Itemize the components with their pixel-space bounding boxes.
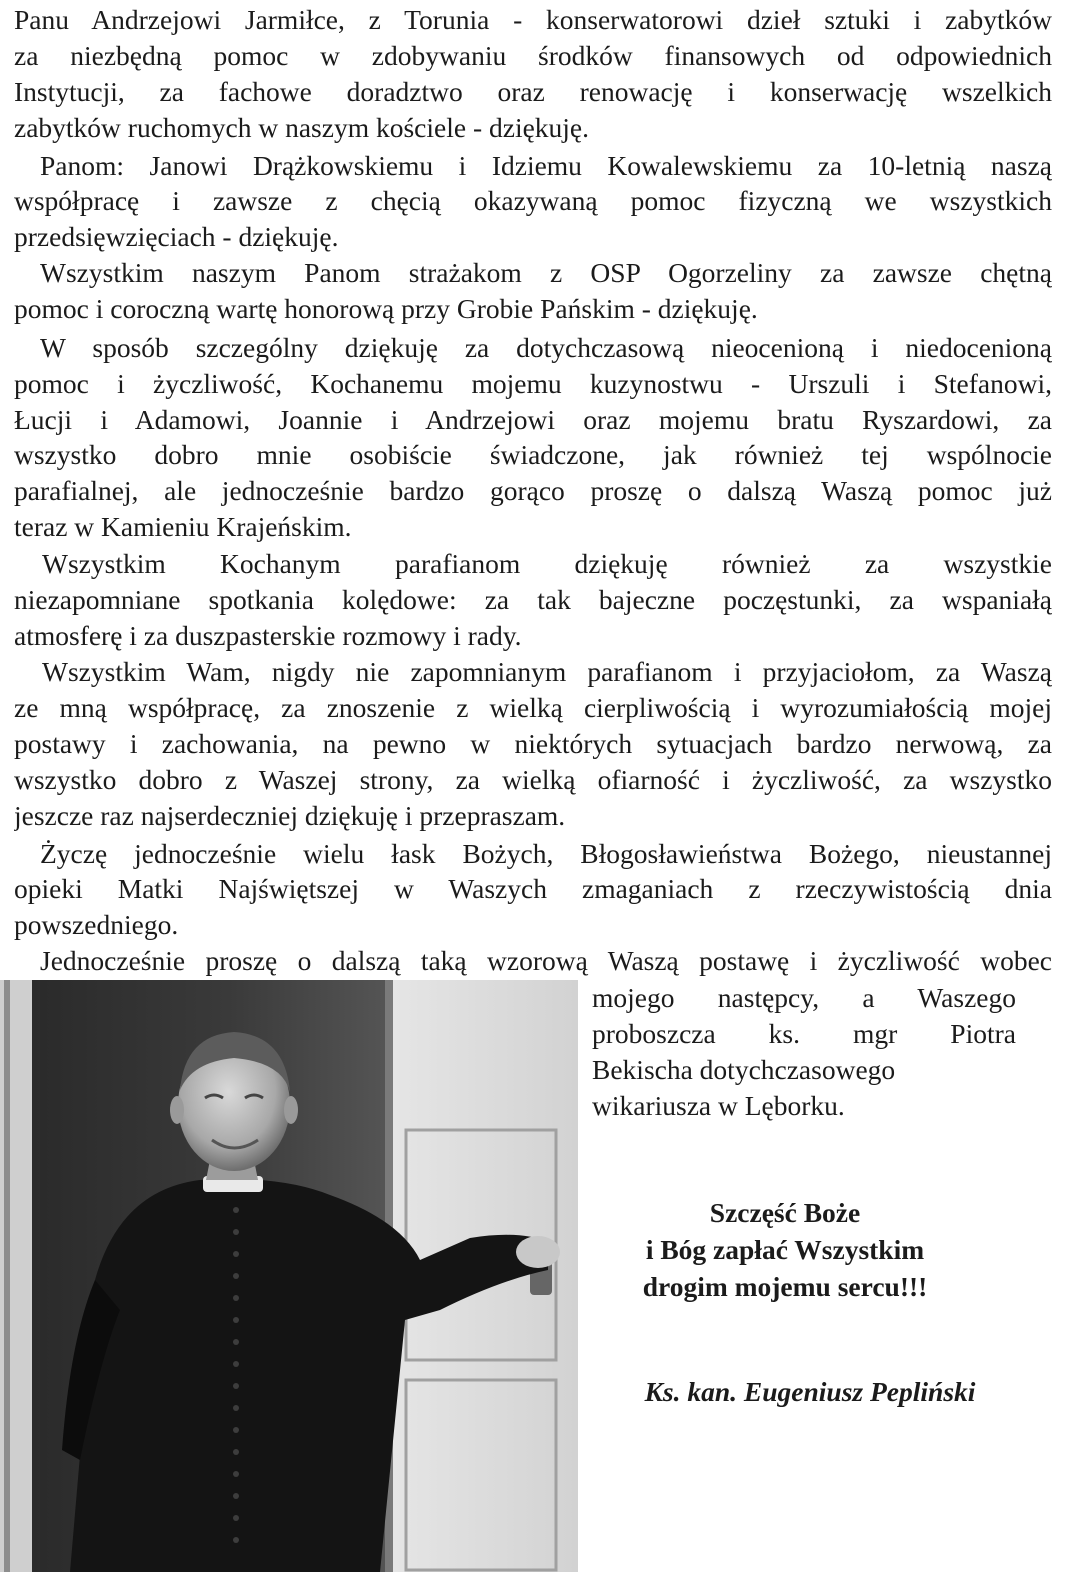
letter-line: ze mną współpracę, za znoszenie z wielką cierpliwością i wyrozumiałością mojej [14,692,1052,723]
letter-line: postawy i zachowania, na pewno w niektórych sytuacjach bardzo nerwową, za [14,728,1052,759]
letter-line: powszedniego. [14,909,179,940]
letter-line: niezapomniane spotkania kolędowe: za tak bajeczne poczęstunki, za wspaniałą [14,584,1052,615]
letter-line: Jednocześnie proszę o dalszą taką wzorową Waszą postawę i życzliwość wobec [40,945,1052,976]
letter-line: atmosferę i za duszpasterskie rozmowy i rady. [14,620,522,651]
closing-line: i Bóg zapłać Wszystkim [645,1234,925,1265]
closing-line: drogim mojemu sercu!!! [642,1271,928,1302]
letter-line: parafialnej, ale jednocześnie bardzo gorąco proszę o dalszą Waszą pomoc już [14,475,1052,506]
letter-line: za niezbędną pomoc w zdobywaniu środków finansowych od odpowiednich [14,40,1052,71]
letter-line: współpracę i zawsze z chęcią okazywaną pomoc fizyczną we wszystkich [14,185,1052,216]
letter-line: teraz w Kamieniu Krajeńskim. [14,511,352,542]
priest-photo-illustration [0,980,578,1572]
letter-line: Wszystkim naszym Panom strażakom z OSP Ogorzeliny za zawsze chętną [40,257,1052,288]
letter-line: Wszystkim Kochanym parafianom dziękuję również za wszystkie [42,548,1052,579]
letter-line: wszystko dobro mnie osobiście świadczone, jak również tej wspólnocie [14,439,1052,470]
letter-line: pomoc i życzliwość, Kochanemu mojemu kuzynostwu - Urszuli i Stefanowi, [14,368,1052,399]
letter-right-line: proboszcza ks. mgr Piotra [592,1018,1016,1049]
letter-line: przedsięwzięciach - dziękuję. [14,221,339,252]
letter-line: W sposób szczególny dziękuję za dotychczasową nieocenioną i niedocenioną [40,332,1052,363]
letter-line: Panom: Janowi Drążkowskiemu i Idziemu Kowalewskiemu za 10-letnią naszą [40,150,1052,181]
letter-line: wszystko dobro z Waszej strony, za wielką ofiarność i życzliwość, za wszystko [14,764,1052,795]
letter-right-line: Bekischa dotychczasowego [592,1054,896,1085]
letter-line: Instytucji, za fachowe doradztwo oraz renowację i konserwację wszelkich [14,76,1052,107]
letter-line: Życzę jednocześnie wielu łask Bożych, Błogosławieństwa Bożego, nieustannej [40,838,1052,869]
letter-line: zabytków ruchomych w naszym kościele - dziękuję. [14,112,590,143]
letter-line: opieki Matki Najświętszej w Waszych zmaganiach z rzeczywistością dnia [14,873,1052,904]
letter-right-line: wikariusza w Lęborku. [592,1090,845,1121]
letter-line: Wszystkim Wam, nigdy nie zapomnianym parafianom i przyjaciołom, za Waszą [42,656,1052,687]
closing-line: Szczęść Boże [709,1197,861,1228]
letter-line: pomoc i coroczną wartę honorową przy Grobie Pańskim - dziękuję. [14,293,758,324]
letter-line: jeszcze raz najserdeczniej dziękuję i przepraszam. [14,800,566,831]
priest-photo [0,980,578,1572]
letter-line: Panu Andrzejowi Jarmiłce, z Torunia - konserwatorowi dzieł sztuki i zabytków [14,4,1052,35]
letter-right-line: mojego następcy, a Waszego [592,982,1016,1013]
signature: Ks. kan. Eugeniusz Pepliński [644,1376,976,1407]
letter-line: Łucji i Adamowi, Joannie i Andrzejowi oraz mojemu bratu Ryszardowi, za [14,404,1052,435]
